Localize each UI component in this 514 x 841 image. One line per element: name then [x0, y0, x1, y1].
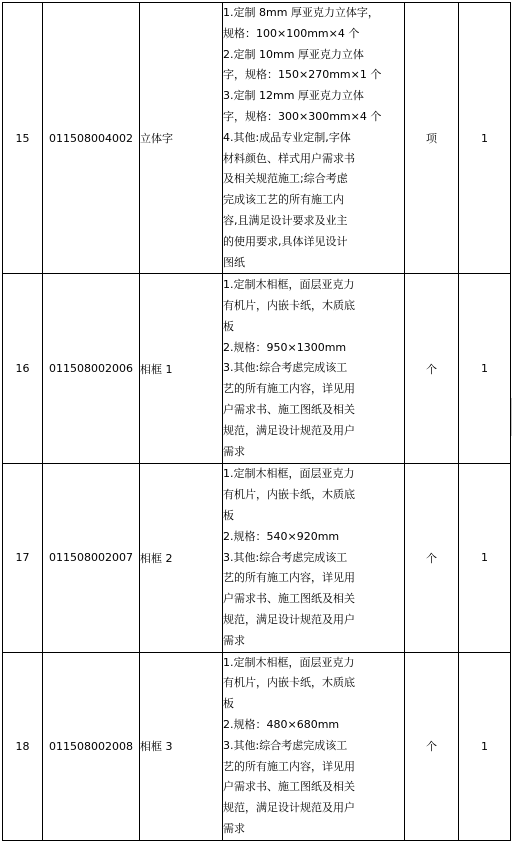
item-quantity: 1 [459, 274, 511, 464]
item-name: 立体字 [140, 3, 223, 274]
item-quantity: 1 [459, 652, 511, 840]
description-line: 户需求书、施工图纸及相关 [223, 403, 355, 417]
description-line: 需求 [223, 633, 245, 647]
description-line: 规格：100×100mm×4 个 [223, 26, 360, 40]
description-line: 字，规格：300×300mm×4 个 [223, 109, 382, 123]
description-line: 板 [223, 697, 234, 711]
item-name: 相框 3 [140, 652, 223, 840]
table-row [3, 3, 511, 274]
item-code: 011508002006 [43, 274, 140, 464]
description-line: 4.其他:成品专业定制,字体 [223, 130, 351, 144]
description-line: 字，规格：150×270mm×1 个 [223, 68, 382, 82]
item-quantity: 1 [459, 464, 511, 652]
description-line: 3.其他:综合考虑完成该工 [223, 550, 348, 564]
description-line: 规范，满足设计规范及用户 [223, 801, 355, 815]
description-line: 艺的所有施工内容，详见用 [223, 759, 355, 773]
item-name: 相框 1 [140, 274, 223, 464]
description-line: 1.定制木相框，面层亚克力 [223, 655, 355, 669]
item-code: 011508004002 [43, 3, 140, 274]
description-line: 艺的所有施工内容，详见用 [223, 382, 355, 396]
description-line: 规范，满足设计规范及用户 [223, 423, 355, 437]
description-line: 2.规格：950×1300mm [223, 340, 347, 354]
description-line: 规范，满足设计规范及用户 [223, 612, 355, 626]
description-line: 板 [223, 319, 234, 333]
description-line: 完成该工艺的所有施工内 [223, 193, 344, 207]
description-line: 1.定制 8mm 厚亚克力立体字， [223, 6, 379, 19]
item-name: 相框 2 [140, 464, 223, 652]
description-line: 1.定制木相框，面层亚克力 [223, 467, 355, 481]
item-code: 011508002008 [43, 652, 140, 840]
table-row [3, 464, 511, 652]
description-line: 的使用要求,具体详见设计 [223, 234, 348, 248]
item-number: 17 [3, 464, 43, 652]
description-line: 艺的所有施工内容，详见用 [223, 571, 355, 585]
description-line: 板 [223, 508, 234, 522]
description-line: 2.规格：480×680mm [223, 717, 340, 731]
item-unit: 个 [405, 652, 459, 840]
description-line: 2.定制 10mm 厚亚克力立体 [223, 47, 364, 61]
description-line: 需求 [223, 821, 245, 835]
description-line: 1.定制木相框，面层亚克力 [223, 278, 355, 292]
description-line: 图纸 [223, 255, 245, 269]
description-line: 有机片，内嵌卡纸，木质底 [223, 488, 355, 502]
item-number: 15 [3, 3, 43, 274]
description-line: 材料颜色、样式用户需求书 [223, 151, 355, 165]
item-description [223, 3, 405, 274]
item-number: 16 [3, 274, 43, 464]
item-code: 011508002007 [43, 464, 140, 652]
item-quantity: 1 [459, 3, 511, 274]
description-line: 需求 [223, 444, 245, 458]
item-unit: 个 [405, 464, 459, 652]
item-description [223, 464, 405, 652]
bill-of-quantities-table [2, 2, 511, 841]
description-line: 3.定制 12mm 厚亚克力立体 [223, 89, 364, 103]
item-description [223, 652, 405, 840]
table-row [3, 274, 511, 464]
item-description [223, 274, 405, 464]
description-line: 容,且满足设计要求及业主 [223, 213, 348, 227]
description-line: 及相关规范施工;综合考虑 [223, 172, 348, 186]
description-line: 3.其他:综合考虑完成该工 [223, 361, 348, 375]
description-line: 户需求书、施工图纸及相关 [223, 592, 355, 606]
item-unit: 个 [405, 274, 459, 464]
description-line: 3.其他:综合考虑完成该工 [223, 738, 348, 752]
item-unit: 项 [405, 3, 459, 274]
item-number: 18 [3, 652, 43, 840]
table-row [3, 652, 511, 840]
description-line: 2.规格：540×920mm [223, 529, 340, 543]
description-line: 有机片，内嵌卡纸，木质底 [223, 676, 355, 690]
description-line: 有机片，内嵌卡纸，木质底 [223, 299, 355, 313]
description-line: 户需求书、施工图纸及相关 [223, 780, 355, 794]
